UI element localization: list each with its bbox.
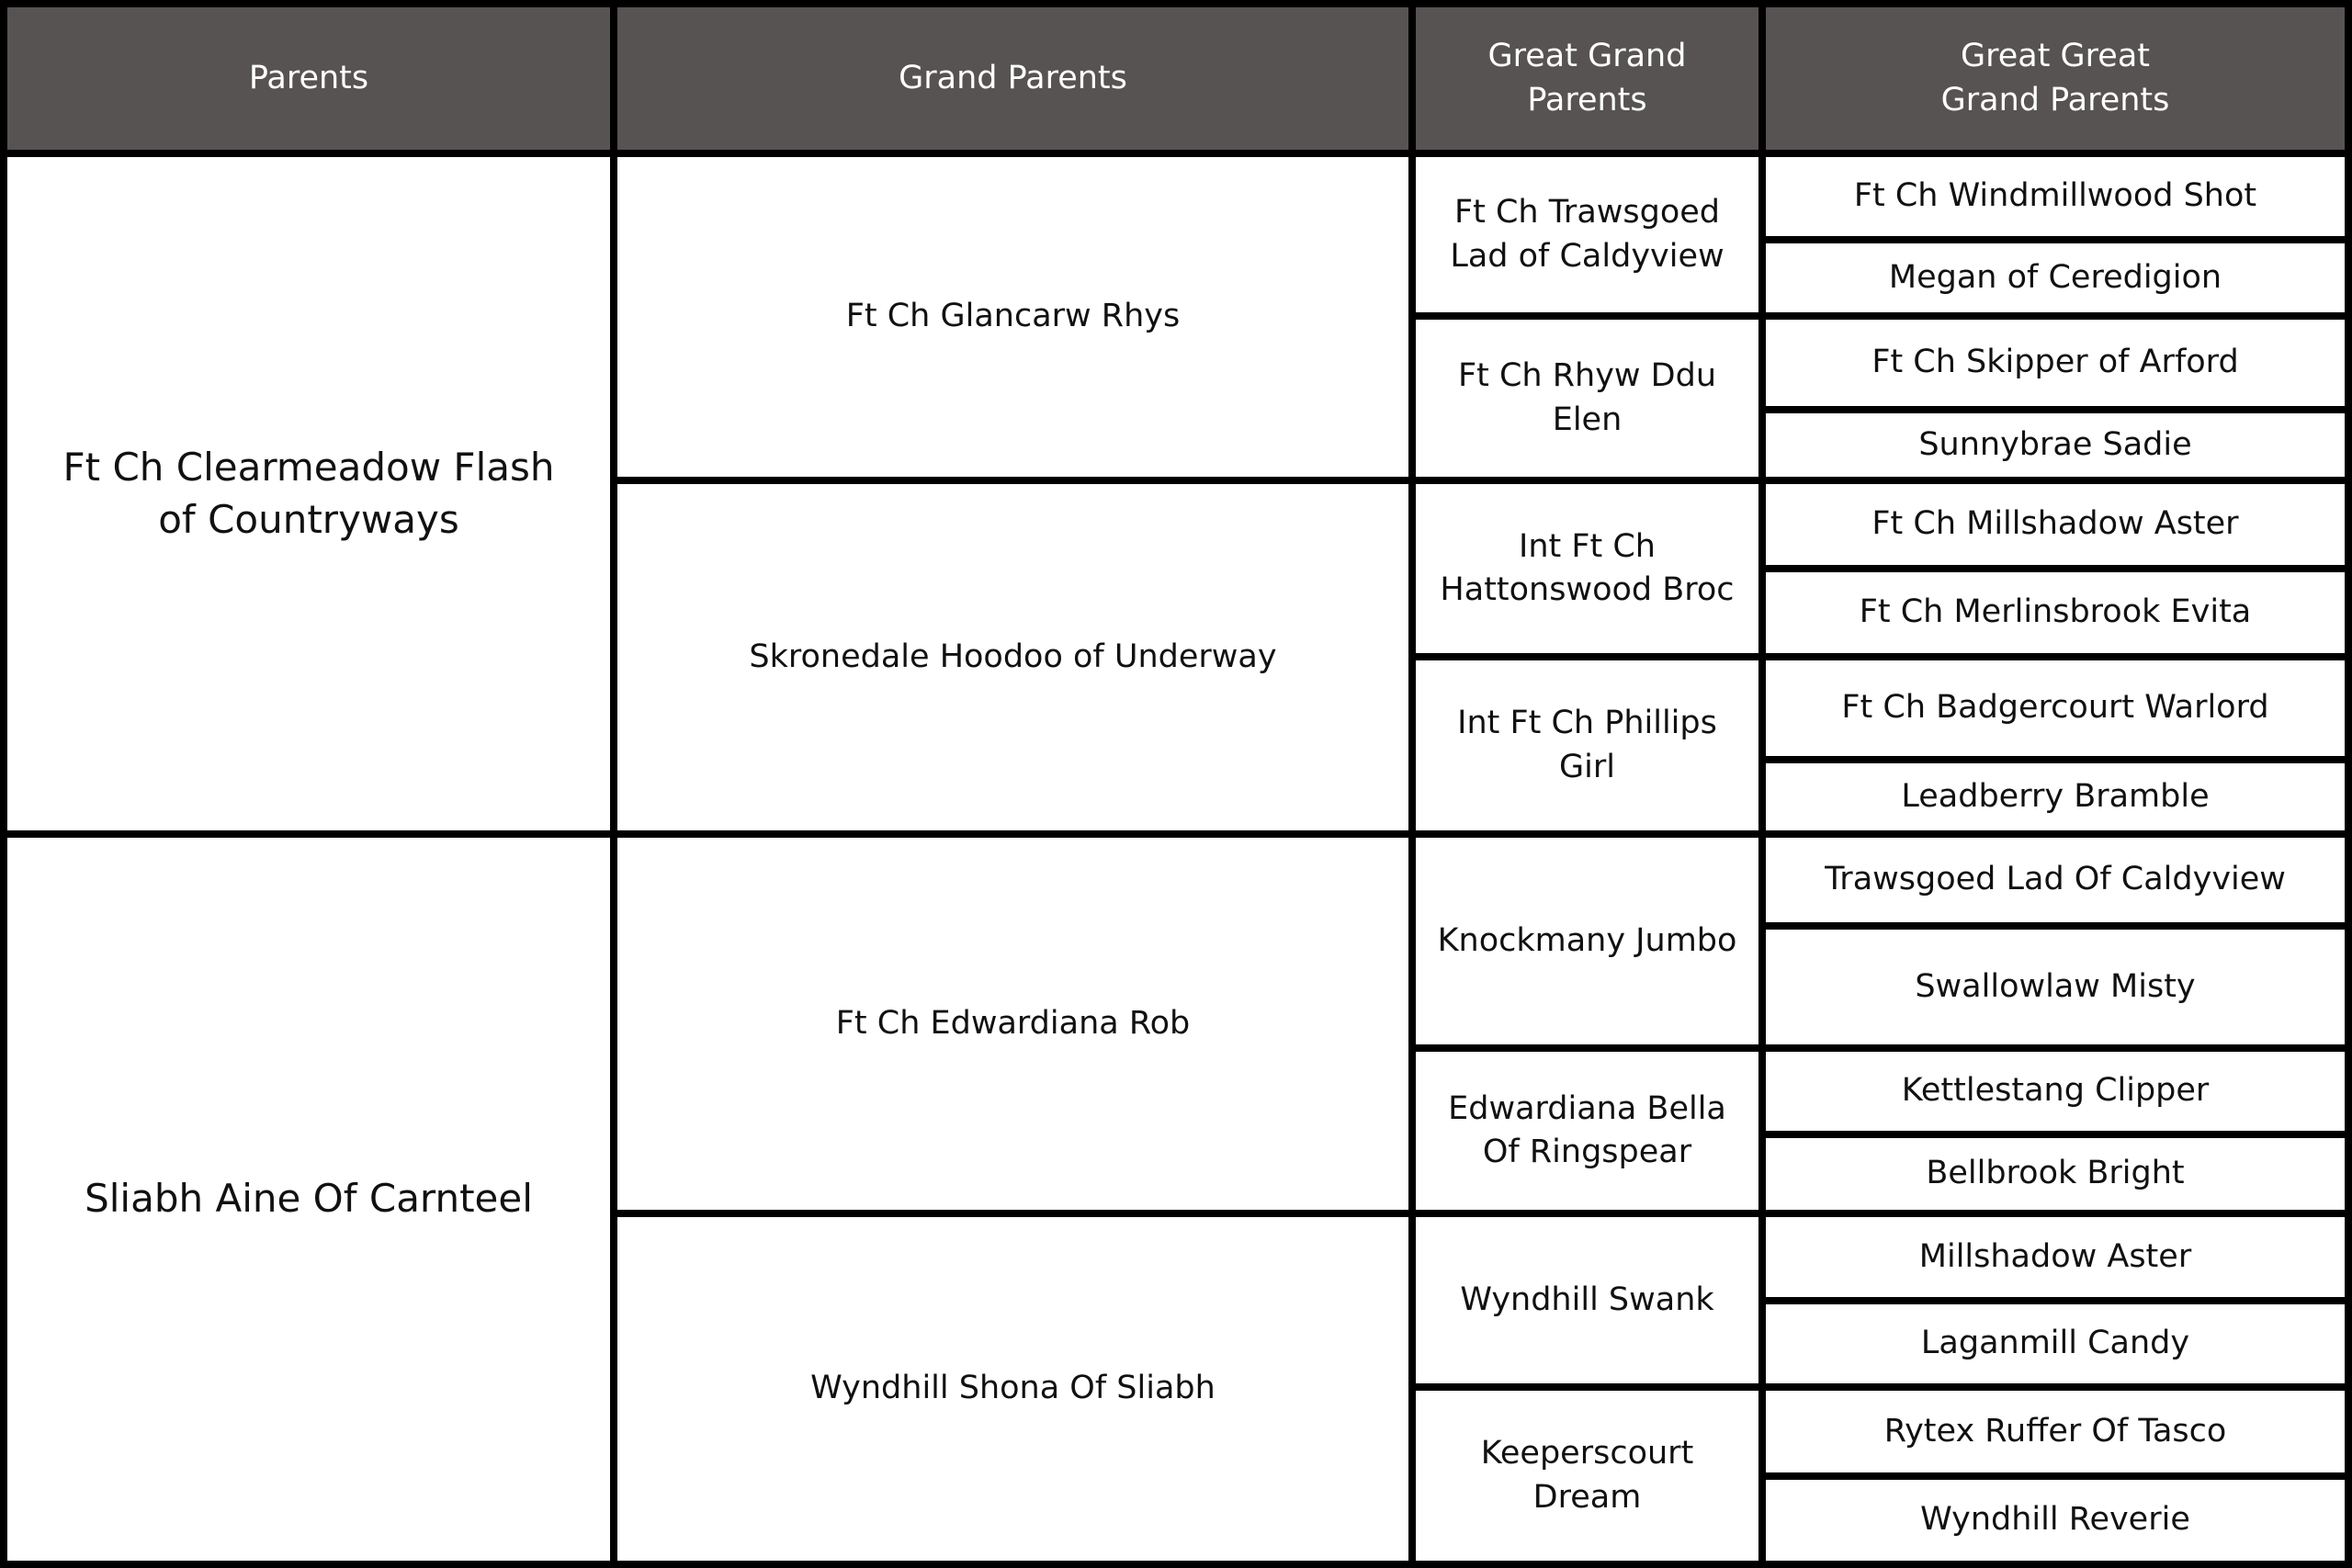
grand-parent-2: Skronedale Hoodoo of Underway bbox=[617, 484, 1408, 830]
great-great-grand-parent-5: Ft Ch Millshadow Aster bbox=[1766, 484, 2345, 565]
great-great-grand-parent-3: Ft Ch Skipper of Arford bbox=[1766, 320, 2345, 406]
great-great-grand-parent-16: Wyndhill Reverie bbox=[1766, 1480, 2345, 1561]
great-grand-parent-5: Knockmany Jumbo bbox=[1416, 838, 1758, 1044]
header-parents: Parents bbox=[7, 7, 610, 150]
great-grand-parent-1: Ft Ch Trawsgoed Lad of Caldyview bbox=[1416, 157, 1758, 312]
great-grand-parent-8: Keeperscourt Dream bbox=[1416, 1391, 1758, 1561]
header-great-great-grand-parents: Great Great Grand Parents bbox=[1766, 7, 2345, 150]
great-great-grand-parent-6: Ft Ch Merlinsbrook Evita bbox=[1766, 572, 2345, 653]
parent-sire: Ft Ch Clearmeadow Flash of Countryways bbox=[7, 157, 610, 830]
great-great-grand-parent-2: Megan of Ceredigion bbox=[1766, 243, 2345, 312]
header-grand-parents: Grand Parents bbox=[617, 7, 1408, 150]
grand-parent-3: Ft Ch Edwardiana Rob bbox=[617, 838, 1408, 1210]
great-great-grand-parent-1: Ft Ch Windmillwood Shot bbox=[1766, 157, 2345, 236]
great-grand-parent-3: Int Ft Ch Hattonswood Broc bbox=[1416, 484, 1758, 653]
great-grand-parent-4: Int Ft Ch Phillips Girl bbox=[1416, 660, 1758, 830]
great-great-grand-parent-7: Ft Ch Badgercourt Warlord bbox=[1766, 660, 2345, 756]
great-great-grand-parent-12: Bellbrook Bright bbox=[1766, 1138, 2345, 1210]
header-great-grand-parents: Great Grand Parents bbox=[1416, 7, 1758, 150]
great-great-grand-parent-11: Kettlestang Clipper bbox=[1766, 1052, 2345, 1131]
grand-parent-1: Ft Ch Glancarw Rhys bbox=[617, 157, 1408, 477]
great-great-grand-parent-8: Leadberry Bramble bbox=[1766, 763, 2345, 830]
grand-parent-4: Wyndhill Shona Of Sliabh bbox=[617, 1217, 1408, 1561]
great-grand-parent-7: Wyndhill Swank bbox=[1416, 1217, 1758, 1383]
great-great-grand-parent-13: Millshadow Aster bbox=[1766, 1217, 2345, 1297]
great-grand-parent-6: Edwardiana Bella Of Ringspear bbox=[1416, 1052, 1758, 1210]
great-grand-parent-2: Ft Ch Rhyw Ddu Elen bbox=[1416, 320, 1758, 477]
great-great-grand-parent-10: Swallowlaw Misty bbox=[1766, 930, 2345, 1044]
great-great-grand-parent-4: Sunnybrae Sadie bbox=[1766, 413, 2345, 477]
great-great-grand-parent-14: Laganmill Candy bbox=[1766, 1304, 2345, 1383]
great-great-grand-parent-15: Rytex Ruffer Of Tasco bbox=[1766, 1391, 2345, 1472]
parent-dam: Sliabh Aine Of Carnteel bbox=[7, 838, 610, 1561]
great-great-grand-parent-9: Trawsgoed Lad Of Caldyview bbox=[1766, 838, 2345, 922]
